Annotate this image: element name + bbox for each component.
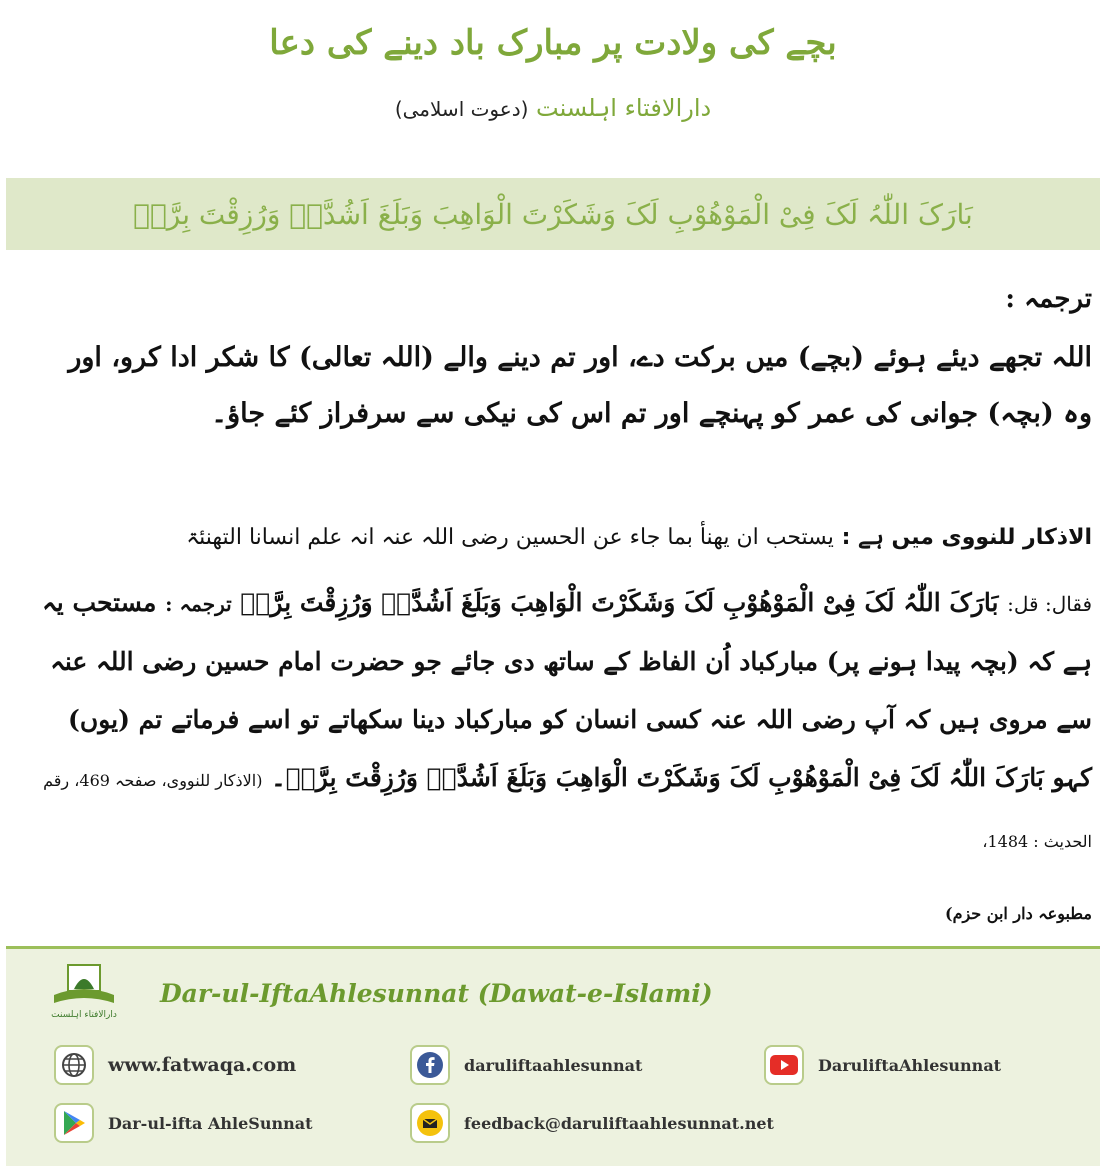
globe-icon (54, 1045, 94, 1085)
youtube-text: DaruliftaAhlesunnat (818, 1055, 1002, 1075)
website-text: www.fatwaqa.com (108, 1054, 297, 1076)
subtitle-paren: (دعوت اسلامی) (394, 97, 529, 121)
footer (6, 949, 1100, 1166)
logo (46, 961, 122, 1025)
reference-dua-2: بَارَکَ اللّٰہُ لَکَ فِیْ الْمَوْھُوْبِ لَکَ وَشَکَرْتَ الْوَاھِبَ وَبَلَغَ اَشُدَّہٗ وَرُزِقْتَ بِرَّہٗ۔ (271, 763, 1044, 792)
translation-label: ترجمہ : (1005, 284, 1092, 314)
reference-faqal: فقال: قل: (1007, 592, 1092, 616)
reference-intro-urdu: الاذکار للنووی میں ہے : (841, 525, 1092, 550)
playstore-link[interactable] (54, 1103, 312, 1143)
facebook-link[interactable] (410, 1045, 642, 1085)
translation-text: اللہ تجھے دیئے ہوئے (بچے) میں برکت دے، اور تم دینے والے (اللہ تعالی) کا شکر ادا کرو، اور وہ (بچہ) جوانی کی عمر کو پہنچے اور تم اس کی نیکی سے سرفراز کئے جاؤ۔ (68, 342, 1092, 429)
playstore-text: Dar-ul-ifta AhleSunnat (108, 1113, 313, 1133)
logo-text: دارالافتاء اہلسنت (51, 1010, 117, 1020)
reference-intro (36, 518, 1092, 558)
dua-banner-text: بَارَکَ اللّٰہُ لَکَ فِیْ الْمَوْھُوْبِ لَکَ وَشَکَرْتَ الْوَاھِبَ وَبَلَغَ اَشُدَّہٗ وَرُزِقْتَ بِرَّہٗ (133, 197, 973, 231)
dua-banner (6, 178, 1100, 250)
reference-explanation: مستحب یہ ہے کہ (بچہ پیدا ہونے پر) مبارکباد اُن الفاظ کے ساتھ دی جائے جو حضرت امام حسین رضی اللہ عنہ سے مروی ہیں کہ آپ رضی اللہ عنہ کسی انسان کو مبارکباد دینا سکھاتے تو اسے فرماتے تم (یوں) کہو (42, 588, 1092, 792)
play-store-icon (54, 1103, 94, 1143)
reference-citation: (الاذکار للنووی، صفحہ 469، رقم الحدیث : 1484، (43, 771, 1092, 851)
page-subtitle (0, 94, 1106, 122)
email-link[interactable] (410, 1103, 774, 1143)
youtube-link[interactable] (764, 1045, 1001, 1085)
website-link[interactable] (54, 1045, 296, 1085)
facebook-icon (410, 1045, 450, 1085)
subtitle-text: دارالافتاء اہلسنت (536, 94, 712, 122)
reference-paragraph (36, 574, 1092, 871)
facebook-text: daruliftaahlesunnat (464, 1055, 643, 1075)
youtube-icon (764, 1045, 804, 1085)
logo-icon (46, 961, 122, 1025)
page-title: بچے کی ولادت پر مبارک باد دینے کی دعا (269, 23, 837, 63)
reference-tarjuma: ترجمہ : (165, 592, 232, 616)
mail-icon (410, 1103, 450, 1143)
brand-name: Dar-ul-IftaAhlesunnat (Dawat-e-Islami) (160, 979, 713, 1008)
reference-dua: بَارَکَ اللّٰہُ لَکَ فِیْ الْمَوْھُوْبِ لَکَ وَشَکَرْتَ الْوَاھِبَ وَبَلَغَ اَشُدَّہٗ وَرُزِقْتَ بِرَّہٗ (240, 588, 999, 617)
reference-intro-arabic: یستحب ان یھنأ بما جاء عن الحسین رضی اللہ عنہ انہ علم انسانا التھنئۃ (186, 525, 834, 550)
reference-citation-2: مطبوعہ دار ابن حزم) (945, 904, 1092, 923)
email-text: feedback@daruliftaahlesunnat.net (464, 1113, 774, 1133)
